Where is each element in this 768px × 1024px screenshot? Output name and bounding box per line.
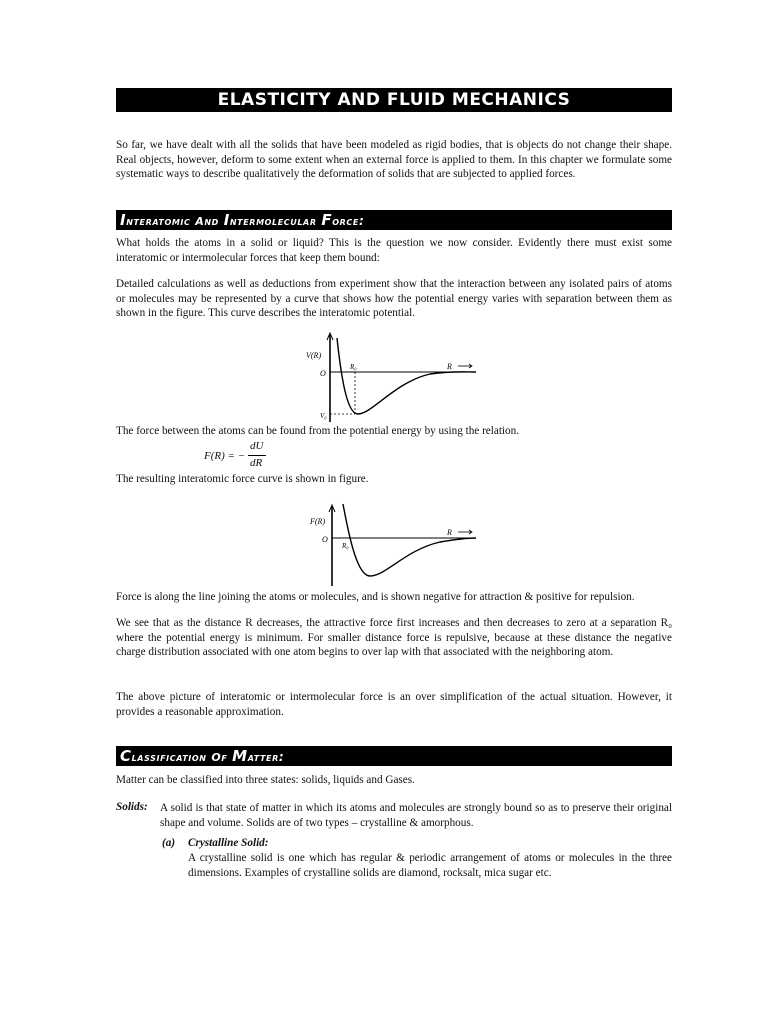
subitem-a-title: Crystalline Solid: — [188, 837, 269, 849]
equation-denominator: dR — [250, 457, 263, 469]
subitem-a-text: A crystalline solid is one which has regular & periodic arrangement of atoms or molecules in the three dimensions. Examples of crystalline solids are diamond, rocksalt, mica sugar etc. — [188, 852, 672, 879]
fig2-origin: O — [322, 535, 328, 544]
section-heading-interatomic: Interatomic and Intermolecular Force: — [116, 210, 672, 230]
intro-paragraph: So far, we have dealt with all the solids that have been modeled as rigid bodies, that is objects do not change their shape. Real objects, however, deform to some extent when an external force is applied to them. In this chapter we formulate some systematic ways to describe qualitatively the deformation of solids that are subjected to applied forces. — [116, 139, 672, 181]
fig1-r0-label: R₀ — [350, 363, 357, 371]
section1-paragraph-6: We see that as the distance R decreases, the attractive force first increases and then decreases to zero at a separation R₀ where the potential energy is minimum. For smaller distance force is repulsive, because at these distance the negative charge distribution associated with one atom begins to over lap with that associated with the neighboring atom. — [116, 617, 672, 659]
potential-energy-figure — [300, 330, 490, 422]
equation-numerator: dU — [250, 440, 264, 452]
chapter-title: ELASTICITY AND FLUID MECHANICS — [116, 88, 672, 112]
force-curve — [343, 504, 476, 576]
potential-curve — [337, 338, 476, 414]
section1-paragraph-4: The resulting interatomic force curve is shown in figure. — [116, 473, 369, 485]
fig1-v0-label: V₀ — [320, 412, 327, 420]
section1-paragraph-5: Force is along the line joining the atoms or molecules, and is shown negative for attraction & positive for repulsion. — [116, 591, 635, 603]
section1-paragraph-7: The above picture of interatomic or intermolecular force is an over simplification of the actual situation. However, it provides a reasonable approximation. — [116, 691, 672, 718]
section1-paragraph-2: Detailed calculations as well as deductions from experiment show that the interaction between any isolated pairs of atoms or molecules may be represented by a curve that shows how the potential energy varies with separation between them as shown in the figure. This curve describes the interatomic potential. — [116, 278, 672, 320]
fig1-origin: O — [320, 369, 326, 378]
fig2-r0-label: R₀ — [342, 542, 349, 550]
section1-paragraph-3: The force between the atoms can be found from the potential energy by using the relation. — [116, 425, 520, 437]
equation-fraction-bar — [248, 455, 266, 456]
section1-paragraph-1: What holds the atoms in a solid or liquid? This is the question we now consider. Evidently there must exist some interatomic or intermolecular forces that keep them bound: — [116, 237, 672, 264]
equation-lhs: F(R) = − — [204, 450, 246, 462]
fig2-r-label: R — [447, 528, 452, 537]
solids-description: A solid is that state of matter in which its atoms and molecules are strongly bound so as to preserve their original shape and volume. Solids are of two types – crystalline & amorphous. — [160, 802, 672, 829]
subitem-a-label: (a) — [162, 837, 176, 849]
section-heading-classification: Classification of Matter: — [116, 746, 672, 766]
fig1-ylabel: V(R) — [306, 351, 322, 360]
interatomic-force-figure — [300, 502, 490, 588]
solids-label: Solids: — [116, 801, 148, 813]
fig2-ylabel: F(R) — [310, 517, 326, 526]
fig1-r-label: R — [447, 362, 452, 371]
section2-paragraph-1: Matter can be classified into three states: solids, liquids and Gases. — [116, 774, 415, 786]
